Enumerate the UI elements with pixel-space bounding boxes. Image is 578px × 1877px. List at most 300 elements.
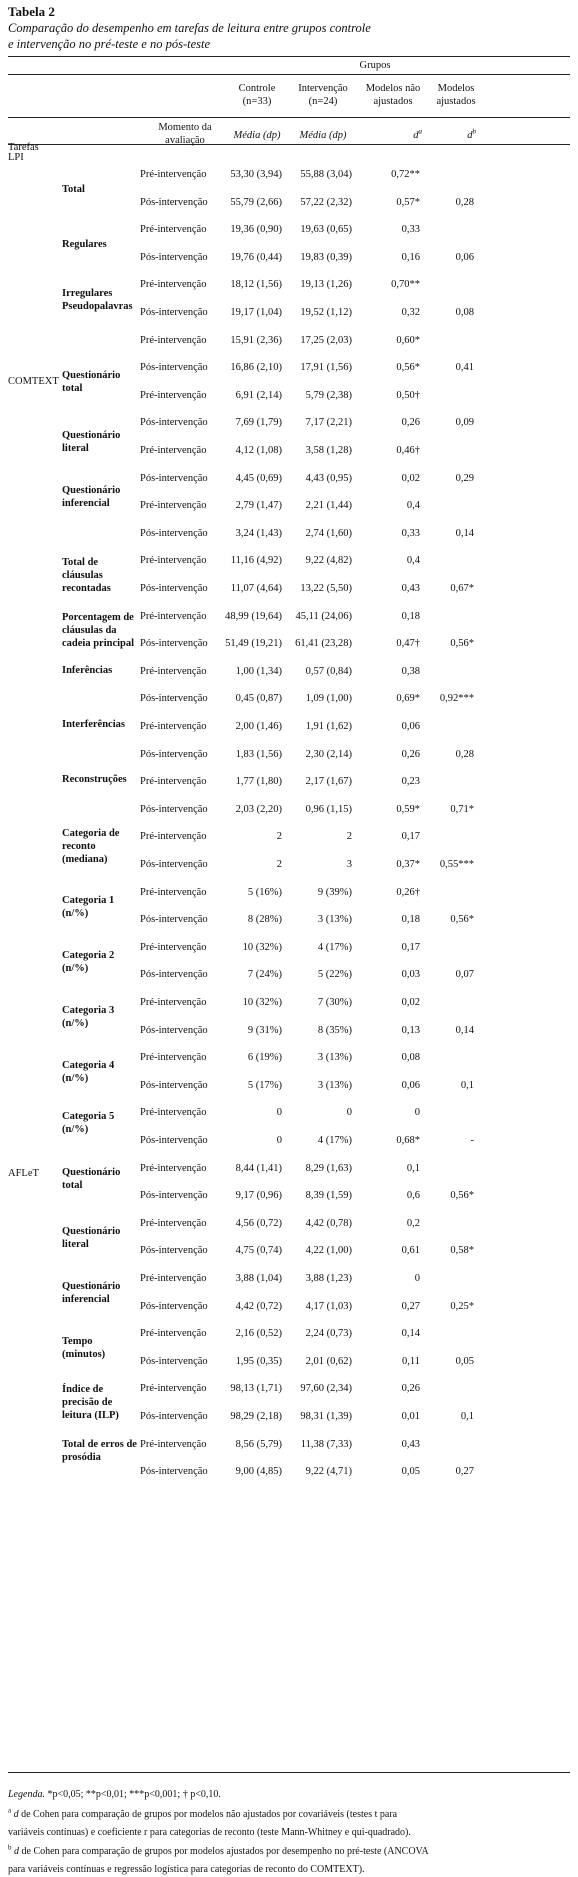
controle-cell: 6,91 (2,14) [235, 389, 282, 401]
controle-cell: 98,13 (1,71) [230, 1383, 282, 1395]
momento-cell: Pós-intervenção [140, 914, 208, 926]
header-tarefas: Tarefas [8, 142, 39, 153]
d-nao-ajustado-cell: 0,02 [401, 472, 420, 484]
task-label-13-line-0: Categoria 2 [62, 949, 115, 961]
momento-cell: Pré-intervenção [140, 997, 207, 1008]
intervencao-cell: 3 [346, 859, 352, 870]
rule-header-mid [8, 117, 570, 118]
d-nao-ajustado-cell: 0,32 [401, 307, 420, 318]
footnote-a-text-1: de Cohen para comparação de grupos por modelos não ajustados por covariáveis (testes t para [18, 1809, 398, 1820]
controle-cell: 4,75 (0,74) [235, 1245, 282, 1257]
rule-top [8, 56, 570, 57]
controle-cell: 19,36 (0,90) [230, 224, 282, 236]
d-nao-ajustado-cell: 0,26 [401, 1383, 420, 1395]
momento-cell: Pré-intervenção [140, 1052, 207, 1064]
d-ajustado-cell: 0,29 [455, 472, 474, 484]
footnote-b-marker: b [8, 1843, 12, 1852]
momento-cell: Pós-intervenção [140, 638, 208, 650]
momento-cell: Pós-intervenção [140, 417, 208, 429]
momento-cell: Pós-intervenção [140, 803, 208, 815]
task-label-4-line-0: Questionário [62, 429, 121, 441]
task-label-17-line-0: Questionário [62, 1166, 121, 1178]
momento-cell: Pós-intervenção [140, 527, 208, 539]
controle-cell: 8,56 (5,79) [235, 1438, 282, 1450]
intervencao-cell: 3 (13%) [317, 1052, 352, 1064]
d-ajustado-cell: 0,58* [450, 1245, 474, 1257]
task-label-5-line-0: Questionário [62, 484, 121, 496]
table-caption [8, 4, 570, 52]
d-ajustado-cell: 0,14 [455, 527, 474, 539]
d-nao-ajustado-cell: 0,05 [401, 1466, 420, 1478]
d-nao-ajustado-cell: 0,60* [396, 334, 420, 346]
momento-cell: Pré-intervenção [140, 500, 207, 512]
momento-cell: Pós-intervenção [140, 1300, 208, 1312]
task-label-19-line-1: inferencial [62, 1294, 110, 1306]
d-nao-ajustado-cell: 0,06 [401, 1079, 420, 1091]
legend-line [8, 1788, 221, 1801]
task-label-0-line-0: Total [62, 183, 85, 195]
d-ajustado-cell: 0,28 [455, 196, 474, 208]
momento-cell: Pós-intervenção [140, 196, 208, 208]
d-nao-ajustado-cell: 0,57* [396, 196, 420, 208]
group-label-0: LPI [8, 151, 24, 163]
d-ajustado-cell: 0,27 [455, 1466, 474, 1478]
d-nao-ajustado-cell: 0,2 [406, 1217, 420, 1229]
controle-cell: 19,76 (0,44) [230, 251, 282, 263]
d-ajustado-cell: 0,55*** [439, 859, 474, 870]
controle-cell: 2 [276, 859, 282, 870]
footnote-a-line-1 [8, 1808, 397, 1821]
d-nao-ajustado-cell: 0,4 [406, 555, 420, 567]
intervencao-cell: 45,11 (24,06) [295, 610, 352, 622]
momento-cell: Pré-intervenção [140, 665, 207, 677]
task-label-15-line-1: (n/%) [62, 1073, 89, 1085]
header-media-controle: Média (dp) [233, 130, 281, 141]
d-nao-ajustado-cell: 0,56* [396, 362, 420, 374]
controle-cell: 3,24 (1,43) [235, 527, 282, 539]
controle-cell: 9,17 (0,96) [235, 1190, 282, 1202]
controle-cell: 1,00 (1,34) [235, 665, 282, 677]
header-d-ajustados [432, 129, 476, 142]
header-media-intervencao: Média (dp) [299, 130, 347, 141]
d-nao-ajustado-cell: 0,08 [401, 1052, 420, 1064]
intervencao-cell: 4,17 (1,03) [305, 1300, 352, 1312]
intervencao-cell: 97,60 (2,34) [300, 1383, 352, 1395]
header-ajustados-2: ajustados [436, 96, 476, 107]
d-ajustado-cell: 0,05 [455, 1355, 474, 1367]
momento-cell: Pré-intervenção [140, 555, 207, 567]
footnote-a-marker: a [8, 1806, 12, 1815]
intervencao-cell: 3 (13%) [317, 914, 352, 926]
intervencao-cell: 1,09 (1,00) [305, 693, 352, 705]
intervencao-cell: 2,01 (0,62) [305, 1355, 352, 1367]
momento-cell: Pós-intervenção [140, 1079, 208, 1091]
header-intervencao-1: Intervenção [298, 83, 348, 94]
d-ajustado-cell: 0,56* [450, 914, 474, 926]
d-nao-ajustado-cell: 0,26 [401, 417, 420, 429]
d-nao-ajustado-cell: 0,16 [401, 251, 420, 263]
table-subtitle-line-2: e intervenção no pré-teste e no pós-teste [8, 37, 211, 51]
d-ajustado-cell: 0,1 [460, 1079, 474, 1091]
header-d-nao-ajustados [372, 129, 422, 142]
d-nao-ajustado-cell: 0,01 [401, 1411, 420, 1422]
momento-cell: Pré-intervenção [140, 1328, 207, 1340]
header-momento-2: avaliação [165, 135, 205, 146]
controle-cell: 16,86 (2,10) [230, 362, 282, 374]
footnote-a-line-2: variáveis contínuas) e coeficiente r para categorias de reconto (teste Mann-Whitney e qui-quadrado). [8, 1827, 411, 1838]
d-ajustado-cell: 0,56* [450, 638, 474, 650]
d-nao-ajustado-cell: 0,50† [396, 389, 420, 401]
task-label-21-line-2: leitura (ILP) [62, 1409, 119, 1421]
intervencao-cell: 19,63 (0,65) [300, 224, 352, 236]
intervencao-cell: 0 [346, 1107, 352, 1119]
d-nao-ajustado-cell: 0,4 [406, 500, 420, 512]
header-controle-2: (n=33) [242, 96, 272, 107]
header-d-letter: d [467, 130, 473, 141]
d-nao-ajustado-cell: 0,27 [401, 1300, 420, 1312]
intervencao-cell: 9 (39%) [317, 886, 352, 898]
controle-cell: 8 (28%) [247, 914, 282, 926]
intervencao-cell: 55,88 (3,04) [300, 169, 352, 180]
intervencao-cell: 17,91 (1,56) [300, 362, 352, 374]
footnote-b-text-1: de Cohen para comparação de grupos por modelos ajustados por desempenho no pré-teste (ANCOVA [19, 1846, 429, 1857]
controle-cell: 1,83 (1,56) [235, 748, 282, 760]
d-ajustado-cell: 0,08 [455, 307, 474, 318]
task-label-12-line-0: Categoria 1 [62, 894, 115, 906]
d-nao-ajustado-cell: 0,18 [401, 914, 420, 926]
d-nao-ajustado-cell: 0,14 [401, 1328, 420, 1340]
intervencao-cell: 3,88 (1,23) [305, 1273, 352, 1284]
group-label-2: AFLeT [8, 1168, 39, 1180]
d-ajustado-cell: 0,1 [460, 1411, 474, 1422]
controle-cell: 9 (31%) [247, 1024, 282, 1036]
momento-cell: Pós-intervenção [140, 1245, 208, 1257]
controle-cell: 2 [276, 831, 282, 843]
momento-cell: Pré-intervenção [140, 776, 207, 788]
footnote-a-d: d [13, 1809, 19, 1820]
controle-cell: 4,12 (1,08) [235, 445, 282, 456]
task-label-6-line-2: recontadas [62, 583, 111, 595]
d-ajustado-cell: 0,09 [455, 417, 474, 429]
intervencao-cell: 2,74 (1,60) [305, 527, 352, 539]
intervencao-cell: 98,31 (1,39) [300, 1411, 352, 1422]
task-label-7-line-2: cadeia principal [62, 638, 135, 650]
intervencao-cell: 3,58 (1,28) [305, 445, 352, 456]
task-label-16-line-0: Categoria 5 [62, 1111, 115, 1123]
momento-cell: Pré-intervenção [140, 941, 207, 953]
controle-cell: 7,69 (1,79) [235, 417, 282, 429]
d-nao-ajustado-cell: 0,11 [402, 1355, 420, 1367]
task-label-11-line-1: reconto [62, 840, 96, 852]
task-label-22-line-1: prosódia [62, 1451, 101, 1463]
controle-cell: 9,00 (4,85) [235, 1466, 282, 1478]
momento-cell: Pós-intervenção [140, 1190, 208, 1202]
task-label-2-line-0: Irregulares [62, 287, 113, 299]
task-label-7-line-1: cláusulas da [62, 625, 117, 637]
intervencao-cell: 2,21 (1,44) [305, 500, 352, 512]
controle-cell: 18,12 (1,56) [230, 279, 282, 291]
momento-cell: Pós-intervenção [140, 1411, 208, 1422]
momento-cell: Pré-intervenção [140, 1273, 207, 1284]
task-label-18-line-0: Questionário [62, 1225, 121, 1237]
intervencao-cell: 4 (17%) [317, 941, 352, 953]
controle-cell: 48,99 (19,64) [225, 610, 282, 622]
momento-cell: Pós-intervenção [140, 1466, 208, 1478]
d-nao-ajustado-cell: 0,26† [396, 886, 420, 898]
d-ajustado-cell: 0,28 [455, 748, 474, 760]
d-nao-ajustado-cell: 0,6 [406, 1190, 420, 1202]
momento-cell: Pré-intervenção [140, 224, 207, 236]
legend-text: *p<0,05; **p<0,01; ***p<0,001; † p<0,10. [44, 1789, 221, 1800]
d-ajustado-cell: 0,92*** [439, 693, 474, 705]
intervencao-cell: 19,13 (1,26) [300, 279, 352, 291]
controle-cell: 11,07 (4,64) [230, 583, 282, 594]
intervencao-cell: 13,22 (5,50) [300, 583, 352, 594]
table-subtitle-line-1: Comparação do desempenho em tarefas de leitura entre grupos controle [8, 21, 371, 35]
d-nao-ajustado-cell: 0,43 [401, 583, 420, 594]
controle-cell: 2,16 (0,52) [235, 1328, 282, 1340]
controle-cell: 10 (32%) [242, 941, 282, 953]
intervencao-cell: 2,17 (1,67) [305, 776, 352, 788]
controle-cell: 3,88 (1,04) [235, 1273, 282, 1284]
header-d-sup-a: a [418, 127, 422, 136]
momento-cell: Pós-intervenção [140, 307, 208, 318]
group-label-1: COMTEXT [8, 376, 59, 387]
task-label-1-line-0: Regulares [62, 238, 107, 250]
momento-cell: Pós-intervenção [140, 472, 208, 484]
controle-cell: 4,56 (0,72) [235, 1217, 282, 1229]
header-ajustados-1: Modelos [437, 83, 475, 94]
d-nao-ajustado-cell: 0,69* [396, 693, 420, 705]
task-label-13-line-1: (n/%) [62, 962, 89, 974]
task-label-7-line-0: Porcentagem de [62, 612, 134, 624]
momento-cell: Pós-intervenção [140, 1135, 208, 1146]
task-label-17-line-1: total [62, 1179, 83, 1191]
momento-cell: Pós-intervenção [140, 748, 208, 760]
task-label-5-line-1: inferencial [62, 497, 110, 509]
controle-cell: 15,91 (2,36) [230, 334, 282, 346]
controle-cell: 1,95 (0,35) [235, 1355, 282, 1367]
task-label-6-line-1: cláusulas [62, 570, 103, 582]
momento-cell: Pré-intervenção [140, 886, 207, 898]
header-intervencao-2: (n=24) [308, 96, 338, 107]
intervencao-cell: 17,25 (2,03) [300, 334, 352, 346]
intervencao-cell: 0,96 (1,15) [305, 803, 352, 815]
task-label-20-line-0: Tempo [62, 1336, 93, 1348]
task-label-21-line-1: precisão de [62, 1396, 113, 1408]
d-nao-ajustado-cell: 0,06 [401, 721, 420, 732]
footnote-b-d: d [14, 1846, 19, 1857]
d-ajustado-cell: 0,06 [455, 251, 474, 263]
intervencao-cell: 57,22 (2,32) [300, 196, 352, 208]
header-nao-ajustados-1: Modelos não [365, 83, 421, 94]
controle-cell: 6 (19%) [247, 1052, 282, 1064]
task-label-22-line-0: Total de erros de [62, 1438, 137, 1450]
controle-cell: 4,42 (0,72) [235, 1300, 282, 1312]
task-label-19-line-0: Questionário [62, 1281, 121, 1293]
controle-cell: 0 [276, 1135, 282, 1146]
momento-cell: Pós-intervenção [140, 1355, 208, 1367]
controle-cell: 5 (17%) [247, 1079, 282, 1091]
task-label-14-line-1: (n/%) [62, 1018, 89, 1030]
d-nao-ajustado-cell: 0,46† [396, 445, 420, 456]
intervencao-cell: 11,38 (7,33) [300, 1438, 352, 1450]
d-nao-ajustado-cell: 0,17 [401, 941, 420, 953]
task-label-9-line-0: Interferências [62, 719, 125, 731]
footnote-b-line-1 [8, 1845, 429, 1858]
rule-grupos [8, 74, 570, 75]
controle-cell: 1,77 (1,80) [235, 776, 282, 788]
d-ajustado-cell: 0,25* [450, 1300, 474, 1312]
header-controle-1: Controle [238, 83, 276, 94]
controle-cell: 51,49 (19,21) [225, 638, 282, 650]
task-label-6-line-0: Total de [62, 557, 99, 569]
d-nao-ajustado-cell: 0,26 [401, 748, 420, 760]
controle-cell: 7 (24%) [247, 969, 282, 981]
momento-cell: Pós-intervenção [140, 859, 208, 870]
controle-cell: 53,30 (3,94) [230, 169, 282, 180]
d-nao-ajustado-cell: 0,23 [401, 776, 420, 788]
intervencao-cell: 8,29 (1,63) [305, 1162, 352, 1174]
momento-cell: Pré-intervenção [140, 389, 207, 401]
task-label-8-line-0: Inferências [62, 665, 113, 677]
controle-cell: 19,17 (1,04) [230, 307, 282, 318]
momento-cell: Pós-intervenção [140, 1024, 208, 1036]
d-nao-ajustado-cell: 0,02 [401, 997, 420, 1008]
momento-cell: Pré-intervenção [140, 1383, 207, 1395]
d-ajustado-cell: 0,56* [450, 1190, 474, 1202]
d-nao-ajustado-cell: 0,72** [391, 169, 420, 180]
intervencao-cell: 8 (35%) [317, 1024, 352, 1036]
momento-cell: Pós-intervenção [140, 583, 208, 594]
task-label-20-line-1: (minutos) [62, 1349, 106, 1361]
d-nao-ajustado-cell: 0,17 [401, 831, 420, 843]
d-nao-ajustado-cell: 0,33 [401, 224, 420, 236]
controle-cell: 0,45 (0,87) [235, 693, 282, 705]
d-nao-ajustado-cell: 0,68* [396, 1135, 420, 1146]
momento-cell: Pré-intervenção [140, 169, 207, 180]
d-ajustado-cell: - [470, 1135, 474, 1146]
d-ajustado-cell: 0,14 [455, 1024, 474, 1036]
intervencao-cell: 19,83 (0,39) [300, 251, 352, 263]
d-nao-ajustado-cell: 0,1 [406, 1162, 420, 1174]
controle-cell: 0 [276, 1107, 282, 1119]
d-nao-ajustado-cell: 0,37* [396, 859, 420, 870]
momento-cell: Pré-intervenção [140, 1438, 207, 1450]
task-label-14-line-0: Categoria 3 [62, 1005, 115, 1017]
d-nao-ajustado-cell: 0,18 [401, 610, 420, 622]
d-ajustado-cell: 0,41 [455, 362, 474, 374]
task-label-11-line-2: (mediana) [62, 853, 108, 865]
momento-cell: Pré-intervenção [140, 831, 207, 843]
momento-cell: Pós-intervenção [140, 362, 208, 374]
d-nao-ajustado-cell: 0 [414, 1107, 420, 1119]
controle-cell: 55,79 (2,66) [230, 196, 282, 208]
d-nao-ajustado-cell: 0,13 [401, 1024, 420, 1036]
intervencao-cell: 2,30 (2,14) [305, 748, 352, 760]
controle-cell: 5 (16%) [247, 886, 282, 898]
d-nao-ajustado-cell: 0,03 [401, 969, 420, 981]
momento-cell: Pré-intervenção [140, 279, 207, 291]
task-label-16-line-1: (n/%) [62, 1124, 89, 1136]
d-ajustado-cell: 0,71* [450, 803, 474, 815]
intervencao-cell: 7 (30%) [317, 997, 352, 1008]
controle-cell: 11,16 (4,92) [230, 555, 282, 567]
momento-cell: Pré-intervenção [140, 1107, 207, 1119]
momento-cell: Pré-intervenção [140, 334, 207, 346]
d-nao-ajustado-cell: 0,33 [401, 527, 420, 539]
intervencao-cell: 4,42 (0,78) [305, 1217, 352, 1229]
task-label-18-line-1: literal [62, 1238, 89, 1250]
task-label-11-line-0: Categoria de [62, 827, 120, 839]
momento-cell: Pré-intervenção [140, 1217, 207, 1229]
intervencao-cell: 19,52 (1,12) [300, 307, 352, 318]
intervencao-cell: 5,79 (2,38) [305, 389, 352, 401]
momento-cell: Pós-intervenção [140, 251, 208, 263]
intervencao-cell: 4,43 (0,95) [305, 472, 352, 484]
header-d-sup-b: b [472, 127, 476, 136]
d-ajustado-cell: 0,67* [450, 583, 474, 594]
rule-header-bottom [8, 144, 570, 145]
task-label-12-line-1: (n/%) [62, 907, 89, 919]
momento-cell: Pré-intervenção [140, 610, 207, 622]
d-nao-ajustado-cell: 0,61 [401, 1245, 420, 1257]
task-label-3-line-1: total [62, 383, 83, 395]
momento-cell: Pré-intervenção [140, 1162, 207, 1174]
header-nao-ajustados-2: ajustados [373, 96, 413, 107]
intervencao-cell: 9,22 (4,82) [305, 555, 352, 567]
controle-cell: 10 (32%) [242, 997, 282, 1008]
intervencao-cell: 4 (17%) [317, 1135, 352, 1146]
task-label-10-line-0: Reconstruções [62, 774, 127, 786]
header-grupos: Grupos [359, 60, 391, 71]
task-label-21-line-0: Índice de [62, 1383, 104, 1395]
intervencao-cell: 0,57 (0,84) [305, 665, 352, 677]
intervencao-cell: 2 [346, 831, 352, 843]
d-ajustado-cell: 0,07 [455, 969, 474, 981]
task-label-3-line-0: Questionário [62, 370, 121, 382]
header-d-letter: d [413, 130, 419, 141]
intervencao-cell: 7,17 (2,21) [305, 417, 352, 429]
d-nao-ajustado-cell: 0,70** [391, 279, 420, 291]
d-nao-ajustado-cell: 0,47† [396, 638, 420, 650]
controle-cell: 98,29 (2,18) [230, 1411, 282, 1422]
d-nao-ajustado-cell: 0 [414, 1273, 420, 1284]
header-momento-1: Momento da [158, 122, 212, 133]
intervencao-cell: 4,22 (1,00) [305, 1245, 352, 1257]
rule-bottom [8, 1772, 570, 1773]
footnote-b-line-2: para variáveis contínuas e regressão logística para categorias de reconto do COMTEXT). [8, 1864, 365, 1875]
controle-cell: 4,45 (0,69) [235, 472, 282, 484]
legend-label: Legenda. [8, 1789, 45, 1800]
momento-cell: Pré-intervenção [140, 721, 207, 732]
intervencao-cell: 61,41 (23,28) [295, 638, 352, 650]
d-nao-ajustado-cell: 0,43 [401, 1438, 420, 1450]
controle-cell: 2,03 (2,20) [235, 803, 282, 815]
intervencao-cell: 3 (13%) [317, 1079, 352, 1091]
d-nao-ajustado-cell: 0,38 [401, 665, 420, 677]
momento-cell: Pós-intervenção [140, 969, 208, 981]
intervencao-cell: 9,22 (4,71) [305, 1466, 352, 1478]
task-label-15-line-0: Categoria 4 [62, 1060, 115, 1072]
intervencao-cell: 2,24 (0,73) [305, 1328, 352, 1340]
intervencao-cell: 5 (22%) [317, 969, 352, 981]
task-label-2-line-1: Pseudopalavras [62, 300, 133, 312]
momento-cell: Pré-intervenção [140, 445, 207, 456]
controle-cell: 2,00 (1,46) [235, 721, 282, 732]
intervencao-cell: 1,91 (1,62) [305, 721, 352, 732]
table-title: Tabela 2 [8, 4, 55, 19]
